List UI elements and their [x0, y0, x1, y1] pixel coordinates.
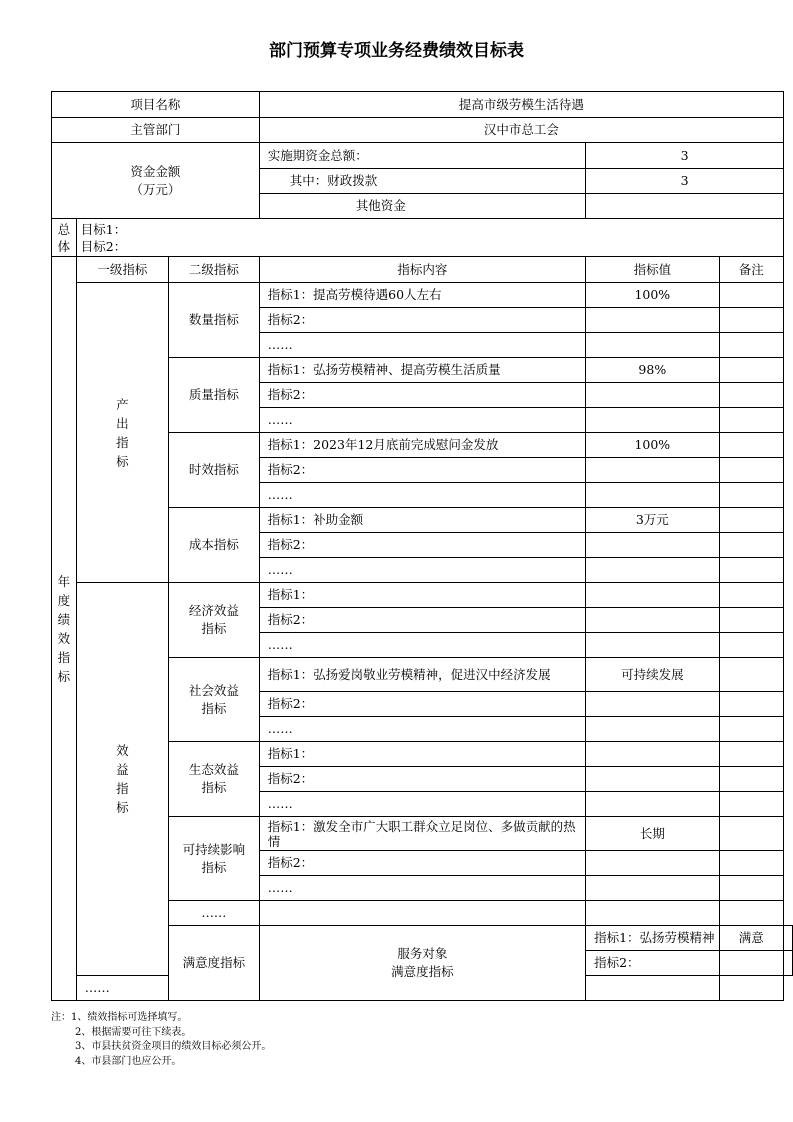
- indicator-value: [586, 608, 719, 633]
- indicator-content: 指标1：提高劳模待遇60人左右: [259, 283, 585, 308]
- indicator-value: 满意: [719, 926, 783, 951]
- performance-target-table: [51, 91, 793, 1001]
- indicator-value: [586, 583, 719, 608]
- overall-goal-1: 目标1：: [80, 221, 127, 237]
- indicator-remark: [719, 901, 783, 926]
- output-indicator-label: 产 出 指 标: [76, 283, 168, 583]
- indicator-content: 指标1：: [259, 583, 585, 608]
- indicator-content: 指标2：: [259, 851, 585, 876]
- row-department: [52, 118, 793, 143]
- footnote-1: 注：1、绩效指标可选择填写。: [51, 1012, 188, 1023]
- indicator-value: [586, 692, 719, 717]
- indicator-value: [586, 383, 719, 408]
- indicator-remark: [719, 876, 783, 901]
- indicator-content: 指标2：: [259, 308, 585, 333]
- indicator-remark: [719, 767, 783, 792]
- indicator-remark: [719, 358, 783, 383]
- indicator-content: ……: [259, 558, 585, 583]
- header-level1: 一级指标: [76, 257, 168, 283]
- indicator-content: 指标2：: [259, 458, 585, 483]
- indicator-remark: [719, 458, 783, 483]
- indicator-remark: [719, 658, 783, 692]
- indicator-value: [586, 792, 719, 817]
- benefit-indicator-label: 效 益 指 标: [76, 583, 168, 976]
- satisfaction-indicator-label: 满意度指标: [169, 926, 260, 1001]
- indicator-content: 指标1：2023年12月底前完成慰问金发放: [259, 433, 585, 458]
- department-label: 主管部门: [52, 118, 260, 143]
- fund-total-label: 实施期资金总额：: [259, 143, 585, 169]
- indicator-value: 100%: [586, 283, 719, 308]
- indicator-remark: [719, 742, 783, 767]
- footnote-3: 3、市县扶贫资金项目的绩效目标必须公开。: [75, 1041, 272, 1052]
- indicator-value: [586, 333, 719, 358]
- department-value: 汉中市总工会: [259, 118, 783, 143]
- indicator-value: [586, 533, 719, 558]
- indicator-remark: [719, 308, 783, 333]
- indicator-content: ……: [259, 792, 585, 817]
- overall-goals-cell: [76, 219, 783, 257]
- fund-amount-label-line1: 资金金额: [130, 163, 181, 179]
- indicator-content: 指标2：: [259, 608, 585, 633]
- overall-goal-2: 目标2：: [80, 238, 127, 254]
- indicator-content: ……: [259, 876, 585, 901]
- fund-amount-label: [52, 143, 260, 219]
- indicator-remark: [719, 633, 783, 658]
- ecological-benefit-label: 生态效益 指标: [169, 742, 260, 817]
- indicator-value: [586, 633, 719, 658]
- sustainable-impact-label: 可持续影响 指标: [169, 817, 260, 901]
- indicator-remark: [719, 433, 783, 458]
- indicator-remark: [719, 692, 783, 717]
- fund-total-value: 3: [586, 143, 784, 169]
- indicator-value: 长期: [586, 817, 719, 851]
- row-project-name: [52, 92, 793, 118]
- indicator-value: [586, 717, 719, 742]
- footnote-4: 4、市县部门也应公开。: [75, 1055, 182, 1067]
- indicator-remark: [719, 976, 783, 1001]
- fund-other-value: [586, 194, 784, 219]
- indicator-content: 指标2：: [259, 767, 585, 792]
- fund-amount-unit: （万元）: [130, 181, 181, 197]
- footnote-2: 2、根据需要可往下续表。: [75, 1026, 192, 1038]
- fund-other-label: 其他资金: [259, 194, 585, 219]
- indicator-remark: [784, 951, 793, 976]
- indicator-value: 可持续发展: [586, 658, 719, 692]
- header-remark: 备注: [719, 257, 783, 283]
- indicator-value: [719, 951, 783, 976]
- indicator-content: 指标1：激发全市广大职工群众立足岗位、多做贡献的热情: [259, 817, 585, 851]
- table-row: [52, 583, 793, 608]
- header-value: 指标值: [586, 257, 719, 283]
- indicator-content: ……: [259, 333, 585, 358]
- indicator-content: 指标1：弘扬爱岗敬业劳模精神，促进汉中经济发展: [259, 658, 585, 692]
- indicator-value: 3万元: [586, 508, 719, 533]
- service-satisfaction-label: 服务对象 满意度指标: [259, 926, 585, 1001]
- indicator-remark: [719, 283, 783, 308]
- indicator-content: 指标2：: [259, 692, 585, 717]
- row-annual-header: [52, 257, 793, 283]
- indicator-content: 指标2：: [259, 533, 585, 558]
- indicator-remark: [719, 558, 783, 583]
- indicator-value: [586, 851, 719, 876]
- indicator-remark: [719, 851, 783, 876]
- indicator-value: [586, 876, 719, 901]
- fund-fiscal-label: 其中：财政拨款: [259, 169, 585, 194]
- indicator-value: [586, 976, 719, 1001]
- indicator-value: [586, 767, 719, 792]
- social-benefit-label: 社会效益 指标: [169, 658, 260, 742]
- indicator-value: [586, 483, 719, 508]
- indicator-content: 指标2：: [586, 951, 719, 976]
- indicator-remark: [719, 817, 783, 851]
- indicator-content: 指标1：: [259, 742, 585, 767]
- project-name-value: 提高市级劳模生活待遇: [259, 92, 783, 118]
- indicator-value: [586, 742, 719, 767]
- header-level2: 二级指标: [169, 257, 260, 283]
- indicator-value: [586, 558, 719, 583]
- indicator-content: 指标1：补助金额: [259, 508, 585, 533]
- indicator-content: ……: [76, 976, 168, 1001]
- indicator-content: ……: [259, 483, 585, 508]
- annual-performance-label: 年 度 绩 效 指 标: [52, 257, 77, 1001]
- indicator-content: 指标1：弘扬劳模精神: [586, 926, 719, 951]
- overall-label: 总 体: [52, 219, 77, 257]
- indicator-remark: [784, 926, 793, 951]
- indicator-value: 98%: [586, 358, 719, 383]
- fund-fiscal-value: 3: [586, 169, 784, 194]
- indicator-content: 指标1：弘扬劳模精神、提高劳模生活质量: [259, 358, 585, 383]
- indicator-remark: [719, 508, 783, 533]
- indicator-value: [586, 458, 719, 483]
- benefit-more-label: ……: [169, 901, 260, 926]
- indicator-remark: [719, 408, 783, 433]
- table-row: [52, 283, 793, 308]
- timeliness-indicator-label: 时效指标: [169, 433, 260, 508]
- row-fund-total: [52, 143, 793, 169]
- indicator-content: ……: [259, 633, 585, 658]
- indicator-content: ……: [259, 717, 585, 742]
- indicator-remark: [719, 483, 783, 508]
- indicator-value: [586, 408, 719, 433]
- indicator-remark: [719, 533, 783, 558]
- footnotes: [51, 1011, 271, 1069]
- project-name-label: 项目名称: [52, 92, 260, 118]
- page-title: 部门预算专项业务经费绩效目标表: [269, 41, 524, 61]
- indicator-remark: [719, 383, 783, 408]
- indicator-remark: [719, 792, 783, 817]
- indicator-content: 指标2：: [259, 383, 585, 408]
- cost-indicator-label: 成本指标: [169, 508, 260, 583]
- indicator-remark: [719, 333, 783, 358]
- indicator-remark: [719, 717, 783, 742]
- indicator-content: ……: [259, 408, 585, 433]
- indicator-value: 100%: [586, 433, 719, 458]
- header-content: 指标内容: [259, 257, 585, 283]
- indicator-value: [586, 308, 719, 333]
- economic-benefit-label: 经济效益 指标: [169, 583, 260, 658]
- indicator-value: [586, 901, 719, 926]
- indicator-content: [259, 901, 585, 926]
- quality-indicator-label: 质量指标: [169, 358, 260, 433]
- row-overall-goals: [52, 219, 793, 257]
- indicator-remark: [719, 583, 783, 608]
- quantity-indicator-label: 数量指标: [169, 283, 260, 358]
- indicator-remark: [719, 608, 783, 633]
